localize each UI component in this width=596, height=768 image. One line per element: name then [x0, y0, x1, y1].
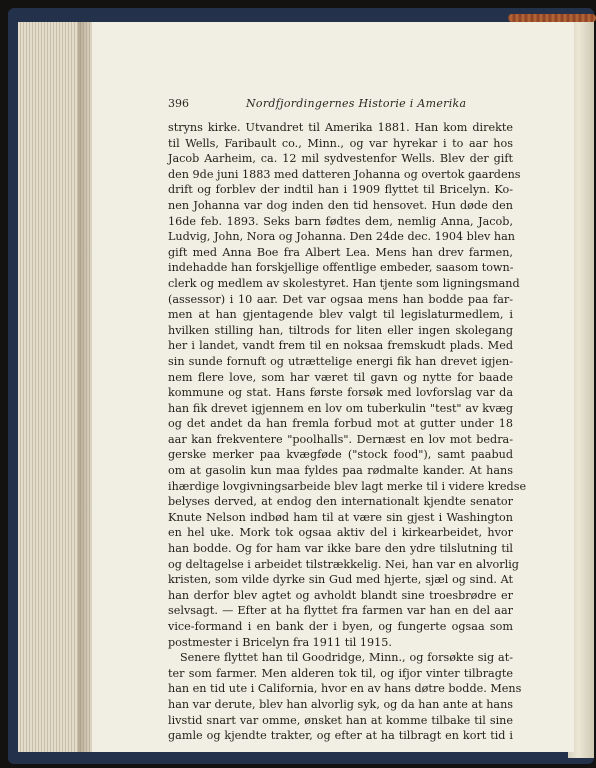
text-line: han bodde. Og for ham var ikke bare den ydre tilslutning til: [168, 542, 513, 556]
text-line: Ludvig, John, Nora og Johanna. Den 24de dec. 1904 blev han: [168, 230, 515, 244]
text-line: her i landet, vandt frem til en noksaa fremskudt plads. Med: [168, 339, 513, 353]
text-line: aar kan frekventere "poolhalls". Dernæst en lov mot bedra-: [168, 432, 513, 446]
text-line: vice-formand i en bank der i byen, og fungerte ogsaa som: [168, 620, 513, 633]
text-line: til Wells, Faribault co., Minn., og var hyrekar i to aar hos: [168, 136, 513, 150]
text-line: ter som farmer. Men alderen tok til, og ifjor vinter tilbragte: [168, 666, 513, 680]
text-line: om at gasolin kun maa fyldes paa rødmalte kander. At hans: [168, 464, 513, 478]
text-line: han fik drevet igjennem en lov om tuberkulin "test" av kvæg: [168, 401, 513, 415]
text-line: gamle og kjendte trakter, og efter at ha tilbragt en kort tid i: [168, 729, 513, 743]
text-line: 16de feb. 1893. Seks barn fødtes dem, nemlig Anna, Jacob,: [168, 214, 513, 228]
text-line: Senere flyttet han til Goodridge, Minn., og forsøkte sig at-: [180, 651, 513, 665]
text-line: indehadde han forskjellige offentlige embeder, saasom town-: [168, 261, 514, 275]
page-edges: [18, 22, 92, 752]
text-line: kristen, som vilde dyrke sin Gud med hjerte, sjæl og sind. At: [168, 573, 513, 587]
text-line: nem flere love, som har været til gavn og nytte for baade: [168, 370, 513, 384]
text-line: postmester i Bricelyn fra 1911 til 1915.: [168, 635, 392, 649]
text-line: sin sunde fornuft og utrættelige energi fik han drevet igjen-: [168, 354, 513, 368]
running-title: Nordfjordingernes Historie i Amerika: [246, 97, 467, 110]
text-line: han derfor blev agtet og avholdt blandt sine troesbrødre er: [168, 588, 513, 602]
text-line: men at han gjentagende blev valgt til legislaturmedlem, i: [168, 308, 513, 322]
text-line: drift og forblev der indtil han i 1909 flyttet til Bricelyn. Ko-: [168, 183, 513, 197]
text-line: (assessor) i 10 aar. Det var ogsaa mens han bodde paa far-: [168, 292, 513, 306]
text-line: Knute Nelson indbød ham til at være sin gjest i Washington: [168, 510, 513, 524]
page-number: 396: [168, 97, 189, 110]
text-line: nen Johanna var dog inden den tid hensovet. Hun døde den: [168, 198, 513, 212]
page-header: [168, 97, 528, 113]
text-line: den 9de juni 1883 med datteren Johanna og overtok gaardens: [168, 167, 521, 181]
text-line: belyses derved, at endog den internationalt kjendte senator: [168, 495, 513, 509]
paragraph: [168, 120, 527, 650]
text-line: gerske merker paa kvægføde ("stock food"), samt paabud: [168, 448, 513, 462]
text-line: han var derute, blev han alvorlig syk, og da han ante at hans: [168, 697, 514, 711]
text-line: Jacob Aarheim, ca. 12 mil sydvestenfor Wells. Blev der gift: [168, 152, 513, 166]
text-line: en hel uke. Mork tok ogsaa aktiv del i kirkearbeidet, hvor: [168, 526, 513, 540]
text-line: hvilken stilling han, tiltrods for liten eller ingen skolegang: [168, 323, 513, 337]
paragraph: [168, 650, 522, 744]
text-line: clerk og medlem av skolestyret. Han tjente som ligningsmand: [168, 276, 520, 290]
text-line: og det andet da han fremla forbud mot at gutter under 18: [168, 417, 513, 431]
text-line: og deltagelse i arbeidet tilstrækkelig. Nei, han var en alvorlig: [168, 557, 519, 571]
text-line: selvsagt. — Efter at ha flyttet fra farmen var han en del aar: [168, 604, 513, 618]
text-line: stryns kirke. Utvandret til Amerika 1881. Han kom direkte: [168, 121, 513, 134]
bookmark-ribbon: [508, 14, 596, 22]
text-line: kommune og stat. Hans første forsøk med lovforslag var da: [168, 386, 513, 400]
text-line: ihærdige lovgivningsarbeide blev lagt merke til i videre kredse: [168, 479, 527, 493]
text-line: gift med Anna Boe fra Albert Lea. Mens han drev farmen,: [168, 245, 513, 259]
text-line: han en tid ute i California, hvor en av hans døtre bodde. Mens: [168, 682, 522, 696]
text-line: livstid snart var omme, ønsket han at komme tilbake til sine: [168, 713, 513, 727]
body-text: [168, 120, 527, 744]
